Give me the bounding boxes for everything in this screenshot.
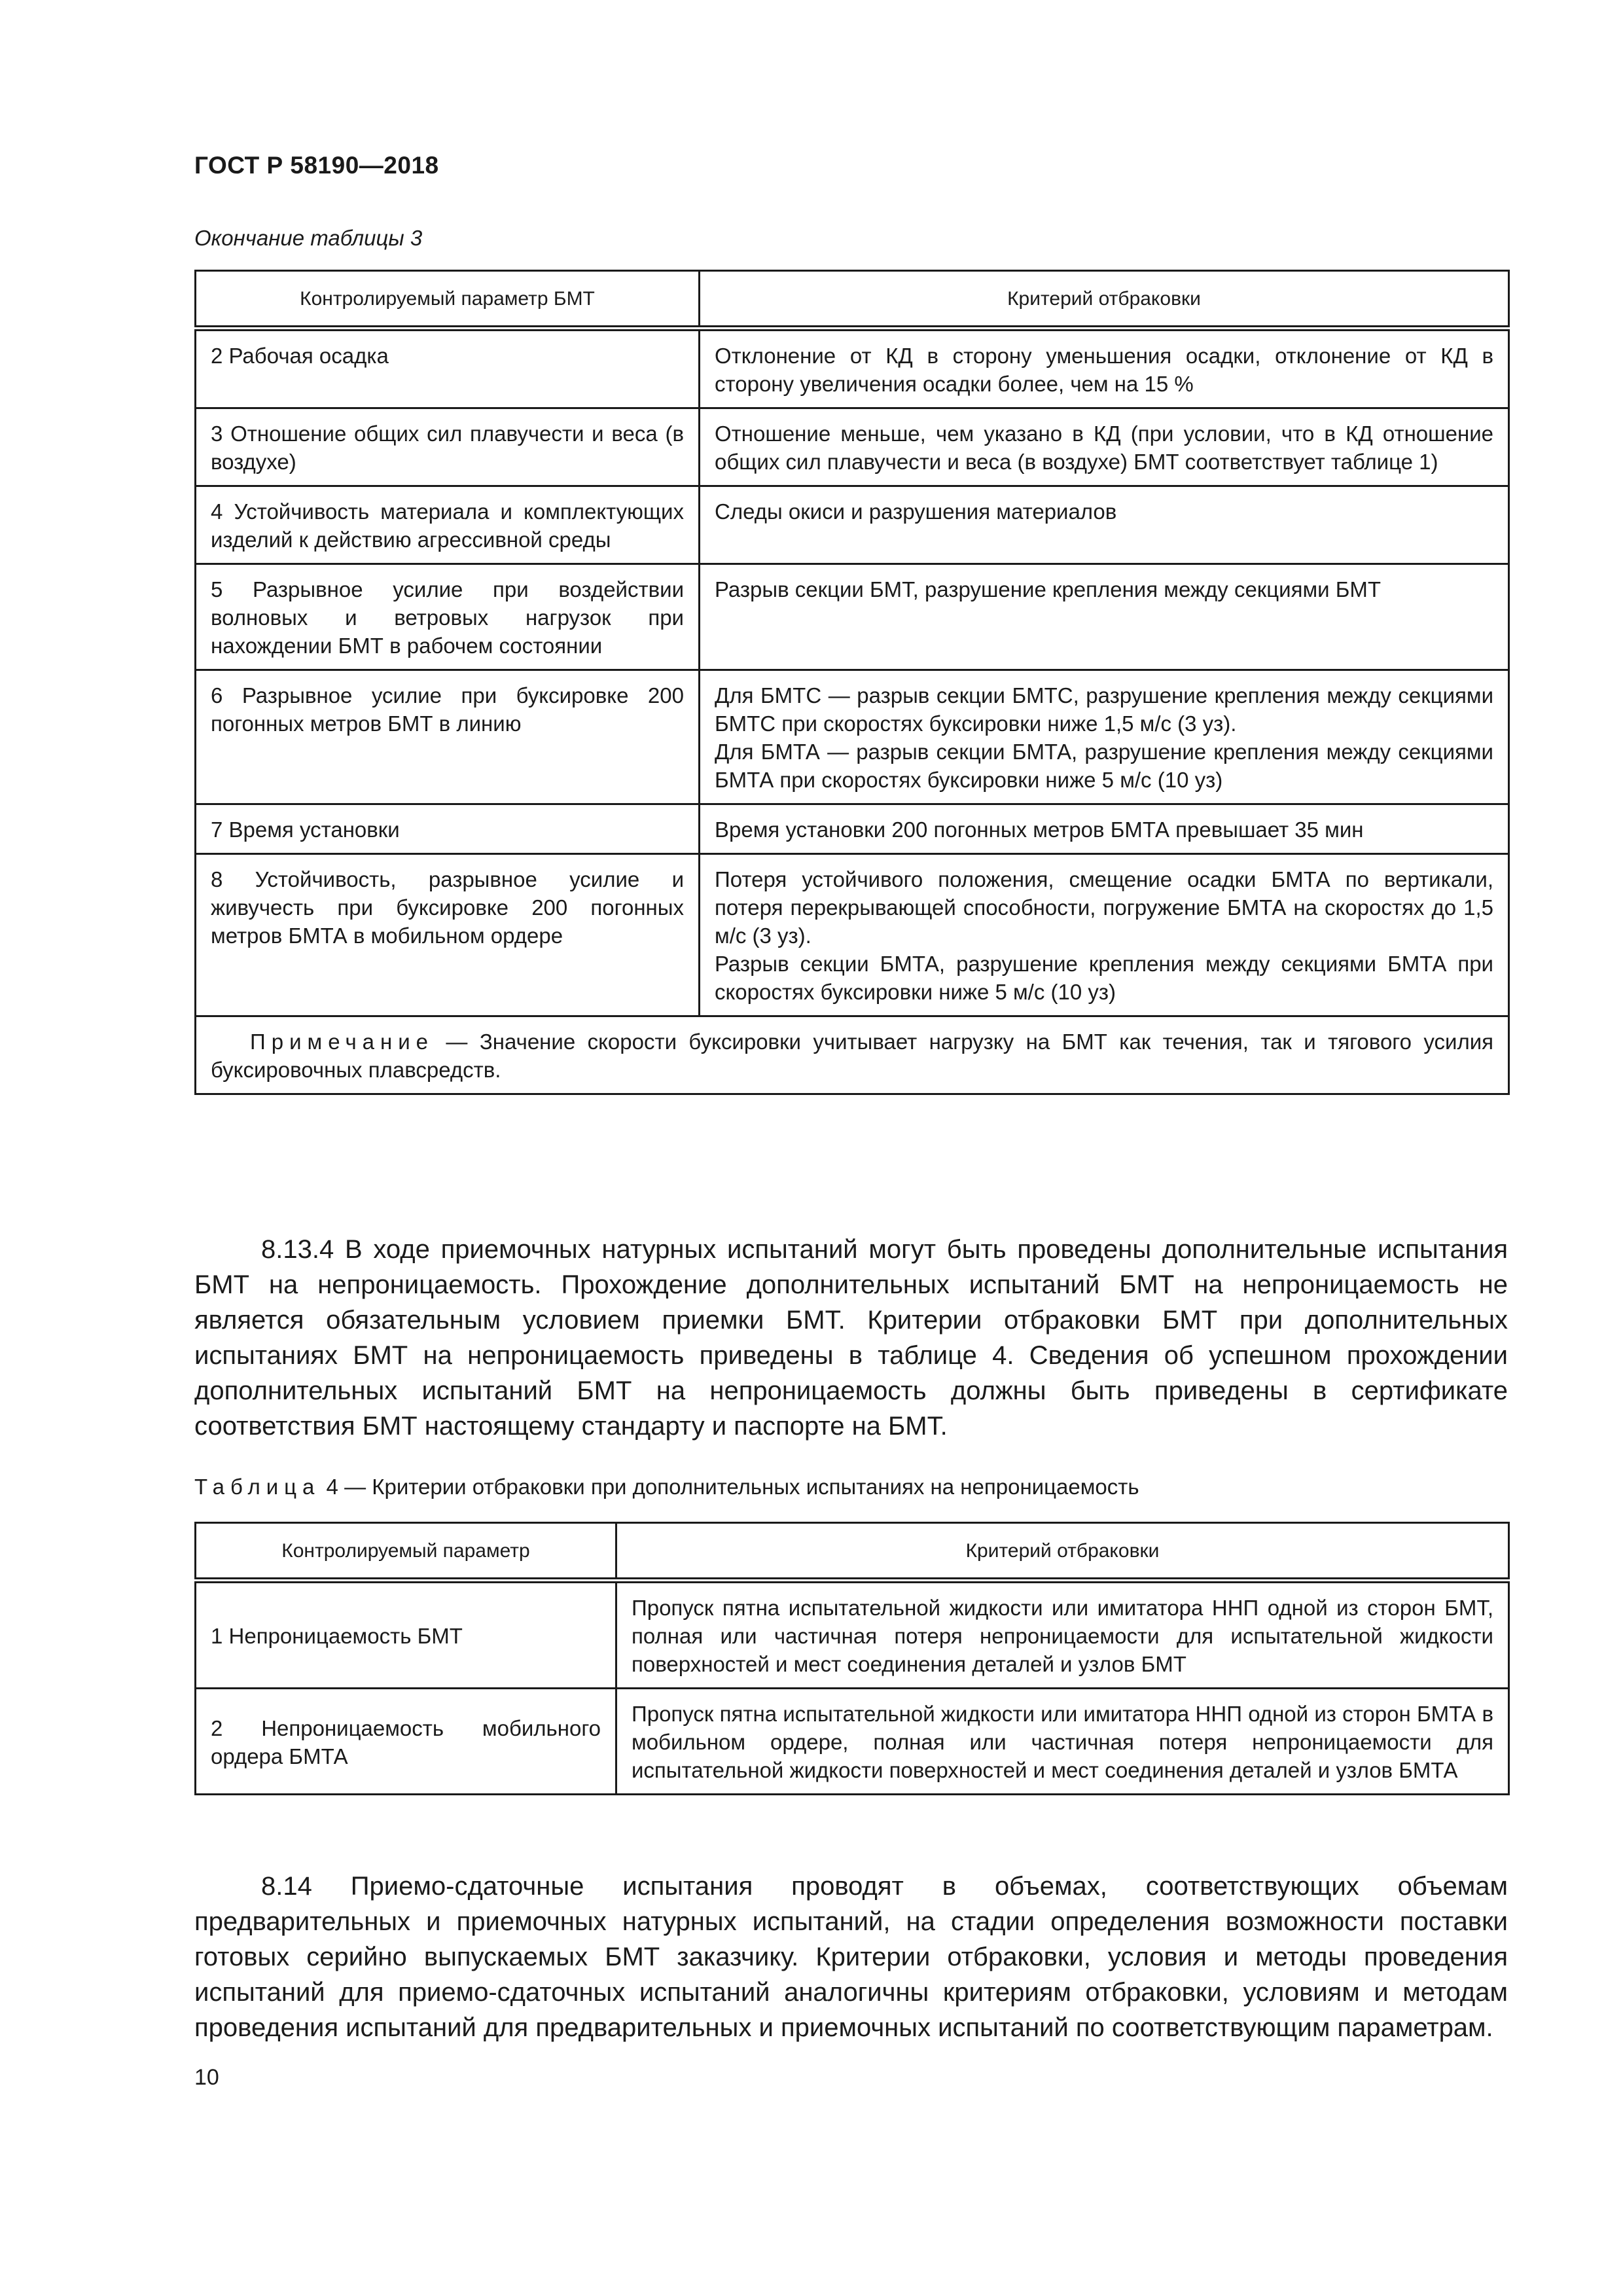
table3-row bbox=[196, 329, 1509, 408]
paragraph-8-14: 8.14 Приемо-сдаточные испытания проводят в объемах, соответствующих объемам предварительных и приемочных натурных испытаний, на стадии определения возможности поставки готовых серийно выпускаемых БМТ заказчику. Критерии отбраковки, условия и методы проведения испытаний для приемо-сдаточных испытаний аналогичны критериям отбраковки, условиям и методам проведения испытаний для предварительных и приемочных испытаний по соответствующим параметрам. bbox=[194, 1872, 1508, 2042]
note-label: Примечание bbox=[250, 1030, 435, 1054]
table4 bbox=[194, 1522, 1510, 1795]
table4-title-label: Таблица bbox=[194, 1475, 321, 1499]
table3-note-row bbox=[196, 1016, 1509, 1094]
table3-row bbox=[196, 486, 1509, 564]
table3-param-cell: 4 Устойчивость материала и комплектующих изделий к действию агрессивной среды bbox=[196, 486, 700, 564]
table3-row bbox=[196, 670, 1509, 804]
table3-header-row bbox=[196, 271, 1509, 329]
table3-criterion-cell: Время установки 200 погонных метров БМТА превышает 35 мин bbox=[700, 804, 1509, 854]
table3-col-header-param: Контролируемый параметр БМТ bbox=[196, 271, 700, 329]
table3-criterion-cell bbox=[700, 670, 1509, 804]
table3-col-header-criterion: Критерий отбраковки bbox=[700, 271, 1509, 329]
table3-criterion-cell: Отклонение от КД в сторону уменьшения осадки, отклонение от КД в сторону увеличения осадки более, чем на 15 % bbox=[700, 329, 1509, 408]
table4-header-row bbox=[196, 1523, 1509, 1581]
document-page bbox=[194, 0, 1508, 2296]
table3-param-cell: 2 Рабочая осадка bbox=[196, 329, 700, 408]
note-text: — Значение скорости буксировки учитывает нагрузку на БМТ как течения, так и тягового усилия буксировочных плавсредств. bbox=[211, 1030, 1493, 1082]
table3-criterion-cell: Отношение меньше, чем указано в КД (при условии, что в КД отношение общих сил плавучести и веса (в воздухе) БМТ соответствует таблице 1) bbox=[700, 408, 1509, 486]
table3 bbox=[194, 270, 1510, 1095]
table3-param-cell: 5 Разрывное усилие при воздействии волновых и ветровых нагрузок при нахождении БМТ в рабочем состоянии bbox=[196, 564, 700, 670]
table4-row bbox=[196, 1581, 1509, 1689]
table3-continuation-caption: Окончание таблицы 3 bbox=[194, 226, 423, 250]
document-header: ГОСТ Р 58190—2018 bbox=[194, 152, 439, 179]
table4-criterion-cell: Пропуск пятна испытательной жидкости или имитатора ННП одной из сторон БМТА в мобильном ордере, полная или частичная потеря непроницаемости для испытательной жидкости поверхностей и мест соединения деталей и узлов БМТА bbox=[616, 1689, 1509, 1795]
table3-param-cell: 6 Разрывное усилие при буксировке 200 погонных метров БМТ в линию bbox=[196, 670, 700, 804]
page-number: 10 bbox=[194, 2065, 219, 2090]
table3-param-cell: 7 Время установки bbox=[196, 804, 700, 854]
table3-row bbox=[196, 564, 1509, 670]
table3-criterion-line: Для БМТС — разрыв секции БМТС, разрушение крепления между секциями БМТС при скоростях буксировки ниже 1,5 м/с (3 уз). bbox=[715, 683, 1493, 736]
table3-criterion-cell: Следы окиси и разрушения материалов bbox=[700, 486, 1509, 564]
table4-param-cell: 2 Непроницаемость мобильного ордера БМТА bbox=[196, 1689, 616, 1795]
table4-criterion-cell: Пропуск пятна испытательной жидкости или имитатора ННП одной из сторон БМТ, полная или частичная потеря непроницаемости для испытательной жидкости поверхностей и мест соединения деталей и узлов БМТ bbox=[616, 1581, 1509, 1689]
table4-param-cell: 1 Непроницаемость БМТ bbox=[196, 1581, 616, 1689]
table3-param-cell: 3 Отношение общих сил плавучести и веса (в воздухе) bbox=[196, 408, 700, 486]
table3-row bbox=[196, 408, 1509, 486]
table4-col-header-criterion: Критерий отбраковки bbox=[616, 1523, 1509, 1581]
table3-criterion-cell: Разрыв секции БМТ, разрушение крепления между секциями БМТ bbox=[700, 564, 1509, 670]
table4-title-text: 4 — Критерии отбраковки при дополнительных испытаниях на непроницаемость bbox=[320, 1475, 1139, 1499]
table4-row bbox=[196, 1689, 1509, 1795]
table3-criterion-cell bbox=[700, 854, 1509, 1016]
table3-row bbox=[196, 854, 1509, 1016]
table3-param-cell: 8 Устойчивость, разрывное усилие и живучесть при буксировке 200 погонных метров БМТА в мобильном ордере bbox=[196, 854, 700, 1016]
table3-row bbox=[196, 804, 1509, 854]
table3-note bbox=[196, 1016, 1509, 1094]
table3-criterion-line: Разрыв секции БМТА, разрушение крепления между секциями БМТА при скоростях буксировки ниже 5 м/с (10 уз) bbox=[715, 952, 1493, 1004]
paragraph-8-13-4: 8.13.4 В ходе приемочных натурных испытаний могут быть проведены дополнительные испытания БМТ на непроницаемость. Прохождение дополнительных испытаний БМТ на непроницаемость не является обязательным условием приемки БМТ. Критерии отбраковки БМТ при дополнительных испытаниях БМТ на непроницаемость приведены в таблице 4. Сведения об успешном прохождении дополнительных испытаний БМТ на непроницаемость должны быть приведены в сертификате соответствия БМТ настоящему стандарту и паспорте на БМТ. bbox=[194, 1235, 1508, 1441]
table4-col-header-param: Контролируемый параметр bbox=[196, 1523, 616, 1581]
table3-criterion-line: Для БМТА — разрыв секции БМТА, разрушение крепления между секциями БМТА при скоростях буксировки ниже 5 м/с (10 уз) bbox=[715, 740, 1493, 792]
table3-criterion-line: Потеря устойчивого положения, смещение осадки БМТА по вертикали, потеря перекрывающей способности, погружение БМТА на скоростях до 1,5 м/с (3 уз). bbox=[715, 867, 1493, 948]
table4-title bbox=[194, 1475, 1139, 1499]
